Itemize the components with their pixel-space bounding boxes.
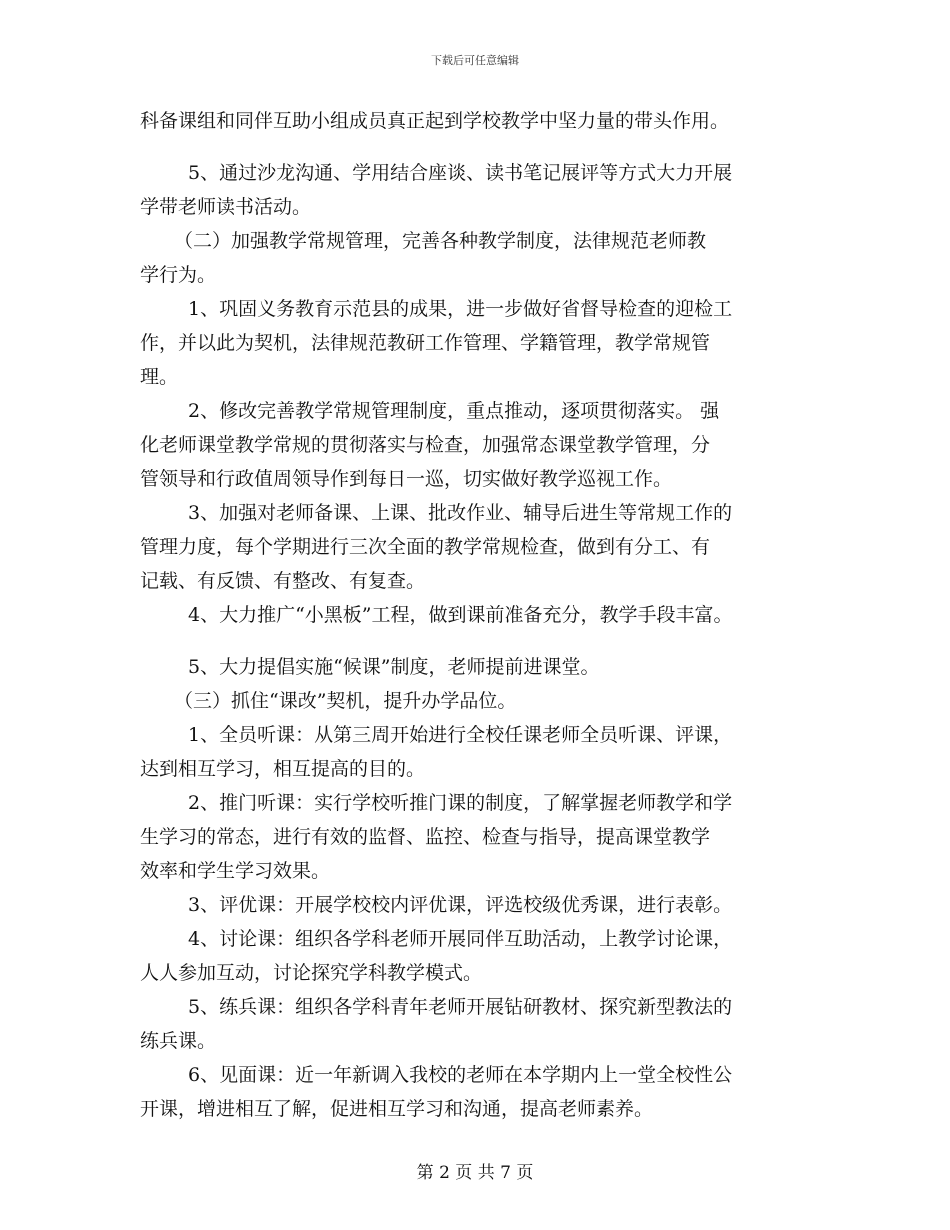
text-line-27: 练兵课。	[140, 1030, 217, 1052]
text-line-14: 记载、有反馈、有整改、有复查。	[140, 570, 426, 592]
text-line-13: 管理力度，每个学期进行三次全面的教学常规检查，做到有分工、有	[140, 536, 711, 558]
text-line-9: 2、修改完善教学常规管理制度，重点推动，逐项贯彻落实。 强	[188, 400, 720, 422]
text-line-18: 1、全员听课：从第三周开始进行全校任课老师全员听课、评课，	[188, 724, 733, 746]
text-line-19: 达到相互学习，相互提高的目的。	[140, 758, 426, 780]
text-line-15: 4、大力推广“小黑板”工程，做到课前准备充分，教学手段丰富。	[188, 604, 733, 626]
text-line-16: 5、大力提倡实施“候课”制度，老师提前进课堂。	[188, 656, 600, 678]
text-line-11: 管领导和行政值周领导作到每日一巡，切实做好教学巡视工作。	[140, 468, 673, 490]
text-line-20: 2、推门听课：实行学校听推门课的制度，了解掌握老师教学和学	[188, 792, 733, 814]
text-line-25: 人人参加互动，讨论探究学科教学模式。	[140, 962, 483, 984]
text-line-10: 化老师课堂教学常规的贯彻落实与检查，加强常态课堂教学管理，分	[140, 434, 711, 456]
text-line-17: （三）抓住“课改”契机，提升办学品位。	[174, 690, 517, 712]
text-line-29: 开课，增进相互了解，促进相互学习和沟通，提高老师素养。	[140, 1098, 654, 1120]
text-line-8: 理。	[140, 366, 179, 388]
text-line-12: 3、加强对老师备课、上课、批改作业、辅导后进生等常规工作的	[188, 502, 733, 524]
text-line-5: 学行为。	[140, 264, 217, 286]
text-line-6: 1、巩固义务教育示范县的成果，进一步做好省督导检查的迎检工	[188, 298, 733, 320]
text-line-24: 4、讨论课：组织各学科老师开展同伴互助活动，上教学讨论课，	[188, 928, 733, 950]
text-line-22: 效率和学生学习效果。	[140, 860, 331, 882]
text-line-28: 6、见面课：近一年新调入我校的老师在本学期内上一堂全校性公	[188, 1064, 733, 1086]
text-line-7: 作，并以此为契机，法律规范教研工作管理、学籍管理，教学常规管	[140, 332, 711, 354]
text-line-3: 学带老师读书活动。	[140, 196, 312, 218]
text-line-21: 生学习的常态，进行有效的监督、监控、检查与指导，提高课堂教学	[140, 826, 711, 848]
document-body	[140, 104, 830, 1126]
page-header-note: 下载后可任意编辑	[431, 54, 519, 67]
text-line-1: 科备课组和同伴互助小组成员真正起到学校教学中坚力量的带头作用。	[140, 110, 730, 132]
page-number-footer: 第 2 页 共 7 页	[416, 1163, 534, 1183]
text-line-2: 5、通过沙龙沟通、学用结合座谈、读书笔记展评等方式大力开展	[188, 162, 733, 184]
text-line-26: 5、练兵课：组织各学科青年老师开展钻研教材、探究新型教法的	[188, 996, 733, 1018]
text-line-23: 3、评优课：开展学校校内评优课，评选校级优秀课，进行表彰。	[188, 894, 733, 916]
text-line-4: （二）加强教学常规管理，完善各种教学制度，法律规范老师教	[174, 230, 707, 252]
